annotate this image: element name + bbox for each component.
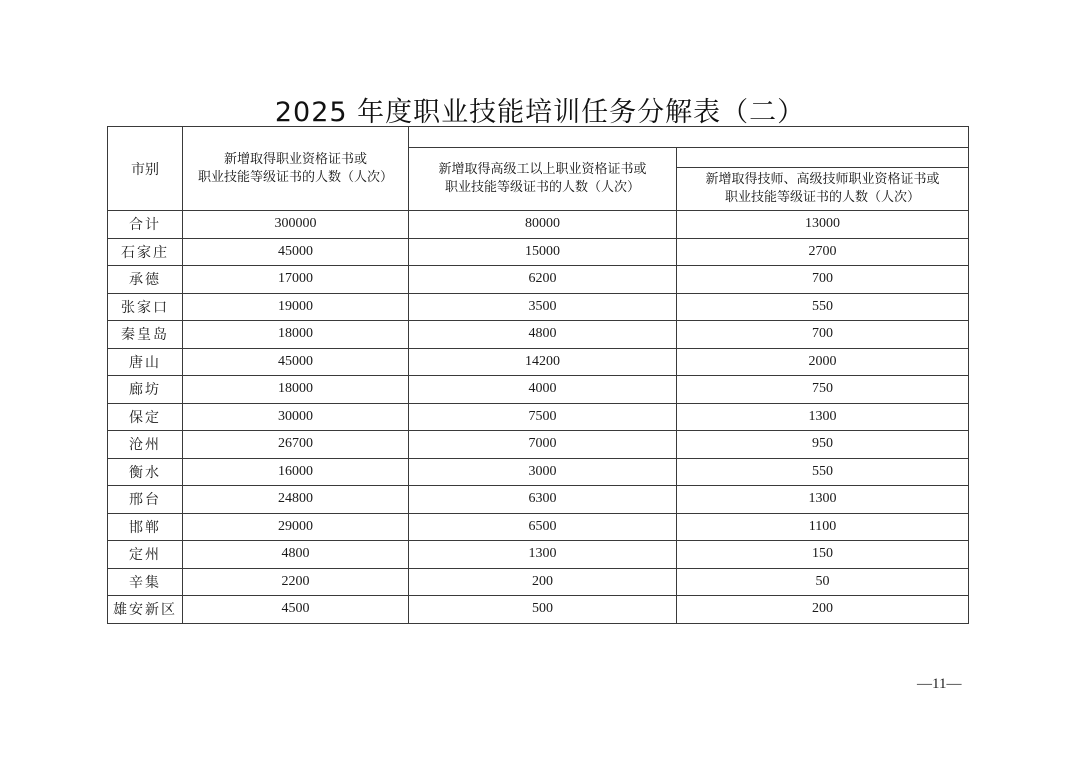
value-cell-col3: 13000 — [677, 211, 969, 239]
table-row — [108, 266, 969, 294]
value-cell-col2: 7000 — [409, 431, 677, 459]
city-cell: 定州 — [108, 541, 183, 569]
value-cell-col3: 700 — [677, 266, 969, 294]
value-cell-col2: 200 — [409, 568, 677, 596]
table-row — [108, 403, 969, 431]
value-cell-col3: 750 — [677, 376, 969, 404]
table-row — [108, 596, 969, 624]
value-cell-col2: 6300 — [409, 486, 677, 514]
value-cell-col2: 6500 — [409, 513, 677, 541]
table-row — [108, 486, 969, 514]
table-row — [108, 458, 969, 486]
value-cell-col1: 16000 — [183, 458, 409, 486]
city-cell: 石家庄 — [108, 238, 183, 266]
city-cell: 合计 — [108, 211, 183, 239]
table-row — [108, 513, 969, 541]
city-cell: 沧州 — [108, 431, 183, 459]
value-cell-col1: 2200 — [183, 568, 409, 596]
header-col2-line2: 职业技能等级证书的人数（人次） — [444, 180, 640, 195]
city-cell: 唐山 — [108, 348, 183, 376]
table-row — [108, 568, 969, 596]
value-cell-col1: 26700 — [183, 431, 409, 459]
value-cell-col3: 700 — [677, 321, 969, 349]
value-cell-col2: 500 — [409, 596, 677, 624]
city-cell: 辛集 — [108, 568, 183, 596]
value-cell-col2: 14200 — [409, 348, 677, 376]
table-row — [108, 348, 969, 376]
city-cell: 雄安新区 — [108, 596, 183, 624]
value-cell-col2: 7500 — [409, 403, 677, 431]
page-title: 2025 年度职业技能培训任务分解表（二） — [274, 97, 806, 128]
header-col1-line2: 职业技能等级证书的人数（人次） — [197, 169, 393, 185]
city-cell: 邢台 — [108, 486, 183, 514]
value-cell-col1: 45000 — [183, 348, 409, 376]
task-breakdown-table — [107, 126, 969, 624]
header-col3 — [677, 168, 969, 211]
city-cell: 承德 — [108, 266, 183, 294]
value-cell-col1: 300000 — [183, 211, 409, 239]
city-cell: 衡水 — [108, 458, 183, 486]
table-row — [108, 238, 969, 266]
value-cell-col1: 19000 — [183, 293, 409, 321]
header-col1-line1: 新增取得职业资格证书或 — [223, 151, 367, 167]
table-body — [108, 211, 969, 624]
value-cell-col3: 2700 — [677, 238, 969, 266]
table-row — [108, 376, 969, 404]
value-cell-col1: 17000 — [183, 266, 409, 294]
value-cell-col3: 1300 — [677, 486, 969, 514]
value-cell-col2: 4000 — [409, 376, 677, 404]
value-cell-col3: 1100 — [677, 513, 969, 541]
city-cell: 秦皇岛 — [108, 321, 183, 349]
table-row — [108, 211, 969, 239]
value-cell-col1: 18000 — [183, 376, 409, 404]
city-cell: 邯郸 — [108, 513, 183, 541]
table-row — [108, 293, 969, 321]
table-row — [108, 541, 969, 569]
value-cell-col3: 200 — [677, 596, 969, 624]
value-cell-col1: 24800 — [183, 486, 409, 514]
header-col2 — [409, 148, 677, 211]
value-cell-col3: 50 — [677, 568, 969, 596]
value-cell-col3: 2000 — [677, 348, 969, 376]
value-cell-col2: 6200 — [409, 266, 677, 294]
value-cell-col1: 18000 — [183, 321, 409, 349]
header-city: 市别 — [108, 127, 183, 211]
header-col3-line1: 新增取得技师、高级技师职业资格证书或 — [705, 172, 940, 187]
table-row — [108, 431, 969, 459]
header-col1 — [183, 127, 409, 211]
value-cell-col2: 15000 — [409, 238, 677, 266]
city-cell: 廊坊 — [108, 376, 183, 404]
city-cell: 张家口 — [108, 293, 183, 321]
value-cell-col1: 30000 — [183, 403, 409, 431]
value-cell-col3: 150 — [677, 541, 969, 569]
value-cell-col2: 3500 — [409, 293, 677, 321]
city-cell: 保定 — [108, 403, 183, 431]
value-cell-col2: 1300 — [409, 541, 677, 569]
value-cell-col2: 80000 — [409, 211, 677, 239]
header-col2-line1: 新增取得高级工以上职业资格证书或 — [438, 162, 647, 177]
value-cell-col1: 45000 — [183, 238, 409, 266]
value-cell-col2: 4800 — [409, 321, 677, 349]
header-group-mid — [677, 148, 969, 168]
value-cell-col3: 1300 — [677, 403, 969, 431]
value-cell-col1: 4500 — [183, 596, 409, 624]
table-row — [108, 321, 969, 349]
value-cell-col3: 550 — [677, 458, 969, 486]
value-cell-col2: 3000 — [409, 458, 677, 486]
value-cell-col1: 4800 — [183, 541, 409, 569]
value-cell-col1: 29000 — [183, 513, 409, 541]
page-number: —11— — [917, 676, 962, 692]
value-cell-col3: 950 — [677, 431, 969, 459]
header-group-top — [409, 127, 969, 148]
header-col3-line2: 职业技能等级证书的人数（人次） — [724, 190, 920, 205]
value-cell-col3: 550 — [677, 293, 969, 321]
